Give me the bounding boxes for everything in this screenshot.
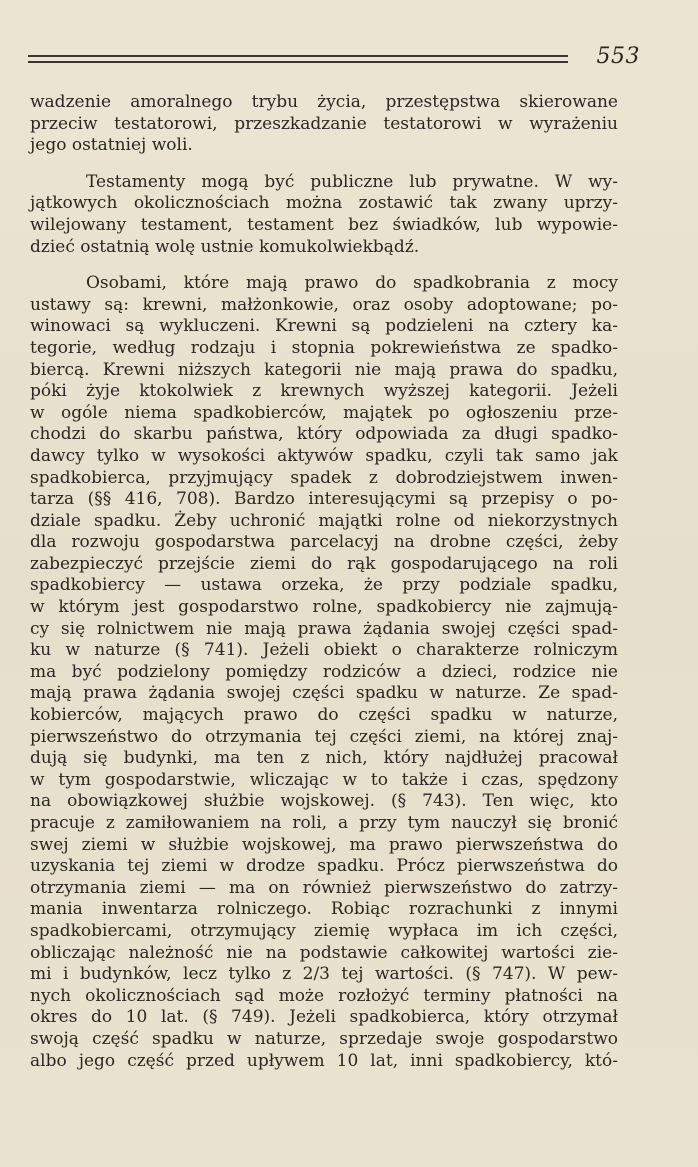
text-line: tarza (§§ 416, 708). Bardzo interesującymi są przepisy o po- [30, 489, 618, 510]
text-line: chodzi do skarbu państwa, który odpowiada za długi spadko- [30, 424, 618, 445]
page-number: 553 [596, 44, 640, 69]
text-line: mania inwentarza rolniczego. Robiąc rozrachunki z innymi [30, 899, 618, 920]
text-line: cy się rolnictwem nie mają prawa żądania swojej części spad- [30, 618, 618, 639]
text-line: w tym gospodarstwie, wliczając w to także i czas, spędzony [30, 769, 618, 790]
text-line: ma być podzielony pomiędzy rodziców a dzieci, rodzice nie [30, 661, 618, 682]
body-text [30, 92, 618, 1072]
text-line: biercą. Krewni niższych kategorii nie mają prawa do spadku, [30, 359, 618, 380]
text-line: tegorie, według rodzaju i stopnia pokrewieństwa ze spadko- [30, 337, 618, 358]
paragraph [30, 273, 618, 1072]
text-line: wadzenie amoralnego trybu życia, przestępstwa skierowane [30, 92, 618, 112]
paragraph [30, 92, 618, 157]
text-line: wilejowany testament, testament bez świadków, lub wypowie- [30, 214, 618, 235]
text-line: okres do 10 lat. (§ 749). Jeżeli spadkobierca, który otrzymał [30, 1007, 618, 1028]
text-line: spadkobiercami, otrzymujący ziemię wypłaca im ich części, [30, 920, 618, 941]
text-line: dawcy tylko w wysokości aktywów spadku, czyli tak samo jak [30, 445, 618, 466]
text-line: ku w naturze (§ 741). Jeżeli obiekt o charakterze rolniczym [30, 640, 618, 661]
text-line: pracuje z zamiłowaniem na roli, a przy tym nauczył się bronić [30, 813, 618, 833]
text-line: spadkobiercy — ustawa orzeka, że przy podziale spadku, [30, 575, 618, 596]
text-line: swej ziemi w służbie wojskowej, ma prawo pierwszeństwa do [30, 834, 618, 855]
text-line: mają prawa żądania swojej części spadku w naturze. Ze spad- [30, 683, 618, 704]
text-line: obliczając należność nie na podstawie całkowitej wartości zie- [30, 942, 618, 963]
text-line: kobierców, mających prawo do części spadku w naturze, [30, 705, 618, 726]
text-line: spadkobierca, przyjmujący spadek z dobrodziejstwem inwen- [30, 467, 618, 488]
text-line: w ogóle niema spadkobierców, majątek po ogłoszeniu prze- [30, 402, 618, 423]
text-line: Osobami, które mają prawo do spadkobrania z mocy [86, 273, 618, 294]
text-line: Testamenty mogą być publiczne lub prywatne. W wy- [86, 171, 618, 192]
text-line: póki żyje ktokolwiek z krewnych wyższej kategorii. Jeżeli [30, 381, 618, 402]
text-line: swoją część spadku w naturze, sprzedaje swoje gospodarstwo [30, 1028, 618, 1049]
text-line: zabezpieczyć przejście ziemi do rąk gospodarującego na roli [30, 553, 618, 574]
text-line: otrzymania ziemi — ma on również pierwszeństwo do zatrzy- [30, 877, 618, 898]
page-header [28, 44, 640, 74]
text-line: albo jego część przed upływem 10 lat, inni spadkobiercy, któ- [30, 1050, 618, 1071]
header-double-rule [28, 55, 568, 63]
text-line: uzyskania tej ziemi w drodze spadku. Prócz pierwszeństwa do [30, 856, 618, 877]
text-line: dziale spadku. Żeby uchronić majątki rolne od niekorzystnych [30, 510, 618, 531]
text-line: dują się budynki, ma ten z nich, który najdłużej pracował [30, 748, 618, 769]
text-line: dla rozwoju gospodarstwa parcelacyj na drobne części, żeby [30, 532, 618, 553]
text-line: ustawy są: krewni, małżonkowie, oraz osoby adoptowane; po- [30, 294, 618, 315]
paragraph [30, 172, 618, 258]
text-line: mi i budynków, lecz tylko z 2/3 tej wartości. (§ 747). W pew- [30, 964, 618, 985]
text-line: na obowiązkowej służbie wojskowej. (§ 743). Ten więc, kto [30, 791, 618, 812]
text-line: winowaci są wykluczeni. Krewni są podzieleni na cztery ka- [30, 316, 618, 337]
text-line: przeciw testatorowi, przeszkadzanie testatorowi w wyrażeniu [30, 113, 618, 134]
text-line: dzieć ostatnią wolę ustnie komukolwiekbądź. [30, 236, 420, 257]
text-line: nych okolicznościach sąd może rozłożyć terminy płatności na [30, 985, 618, 1006]
text-line: jątkowych okolicznościach można zostawić tak zwany uprzy- [30, 193, 618, 214]
text-line: pierwszeństwo do otrzymania tej części ziemi, na której znaj- [30, 726, 618, 747]
text-line: jego ostatniej woli. [30, 135, 193, 156]
text-line: w którym jest gospodarstwo rolne, spadkobiercy nie zajmują- [30, 597, 618, 618]
